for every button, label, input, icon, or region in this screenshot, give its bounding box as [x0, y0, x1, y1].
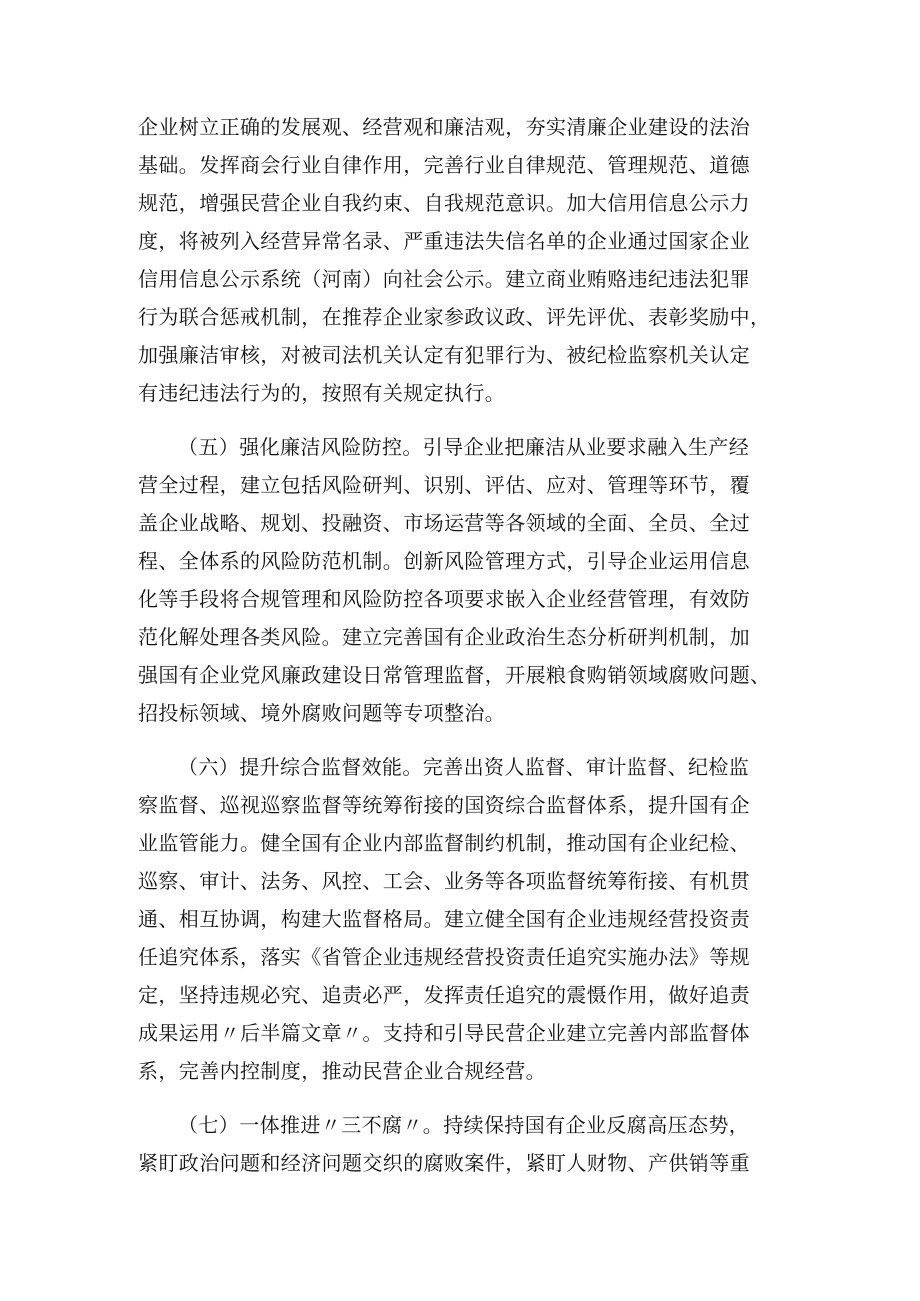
section-seven-heading-line: （七）一体推进〃三不腐〃。持续保持国有企业反腐高压态势， — [178, 1113, 750, 1137]
text-line: 成果运用〃后半篇文章〃。支持和引导民营企业建立完善内部监督体 — [138, 1021, 750, 1045]
text-line: 业监管能力。健全国有企业内部监督制约机制，推动国有企业纪检、 — [138, 831, 750, 855]
text-line: 行为联合惩戒机制，在推荐企业家参政议政、评先评优、表彰奖励中， — [138, 305, 771, 329]
text-line: 强国有企业党风廉政建设日常管理监督，开展粮食购销领域腐败问题、 — [138, 663, 771, 687]
text-line: 招投标领域、境外腐败问题等专项整治。 — [138, 701, 506, 725]
text-line: 定，坚持违规必究、追责必严，发挥责任追究的震慑作用，做好追责 — [138, 983, 750, 1007]
text-line: 巡察、审计、法务、风控、工会、业务等各项监督统筹衔接、有机贯 — [138, 869, 750, 893]
text-line: 企业树立正确的发展观、经营观和廉洁观，夯实清廉企业建设的法治 — [138, 115, 750, 139]
text-line: 加强廉洁审核，对被司法机关认定有犯罪行为、被纪检监察机关认定 — [138, 343, 750, 367]
text-line: 范化解处理各类风险。建立完善国有企业政治生态分析研判机制，加 — [138, 625, 750, 649]
section-six-heading-line: （六）提升综合监督效能。完善出资人监督、审计监督、纪检监 — [178, 755, 750, 779]
text-line: 通、相互协调，构建大监督格局。建立健全国有企业违规经营投资责 — [138, 907, 750, 931]
text-line: 程、全体系的风险防范机制。创新风险管理方式，引导企业运用信息 — [138, 549, 750, 573]
text-line: 营全过程，建立包括风险研判、识别、评估、应对、管理等环节，覆 — [138, 473, 750, 497]
text-line: 规范，增强民营企业自我约束、自我规范意识。加大信用信息公示力 — [138, 191, 750, 215]
text-line: 紧盯政治问题和经济问题交织的腐败案件，紧盯人财物、产供销等重 — [138, 1151, 750, 1175]
text-line: 任追究体系，落实《省管企业违规经营投资责任追究实施办法》等规 — [138, 945, 750, 969]
text-line: 信用信息公示系统（河南）向社会公示。建立商业贿赂违纪违法犯罪 — [138, 267, 750, 291]
text-line: 度，将被列入经营异常名录、严重违法失信名单的企业通过国家企业 — [138, 229, 750, 253]
text-line: 化等手段将合规管理和风险防控各项要求嵌入企业经营管理，有效防 — [138, 587, 750, 611]
text-line: 有违纪违法行为的，按照有关规定执行。 — [138, 381, 506, 405]
section-five-heading-line: （五）强化廉洁风险防控。引导企业把廉洁从业要求融入生产经 — [178, 435, 750, 459]
text-line: 盖企业战略、规划、投融资、市场运营等各领域的全面、全员、全过 — [138, 511, 750, 535]
text-line: 基础。发挥商会行业自律作用，完善行业自律规范、管理规范、道德 — [138, 153, 750, 177]
text-line: 察监督、巡视巡察监督等统筹衔接的国资综合监督体系，提升国有企 — [138, 793, 750, 817]
text-line: 系，完善内控制度，推动民营企业合规经营。 — [138, 1059, 546, 1083]
